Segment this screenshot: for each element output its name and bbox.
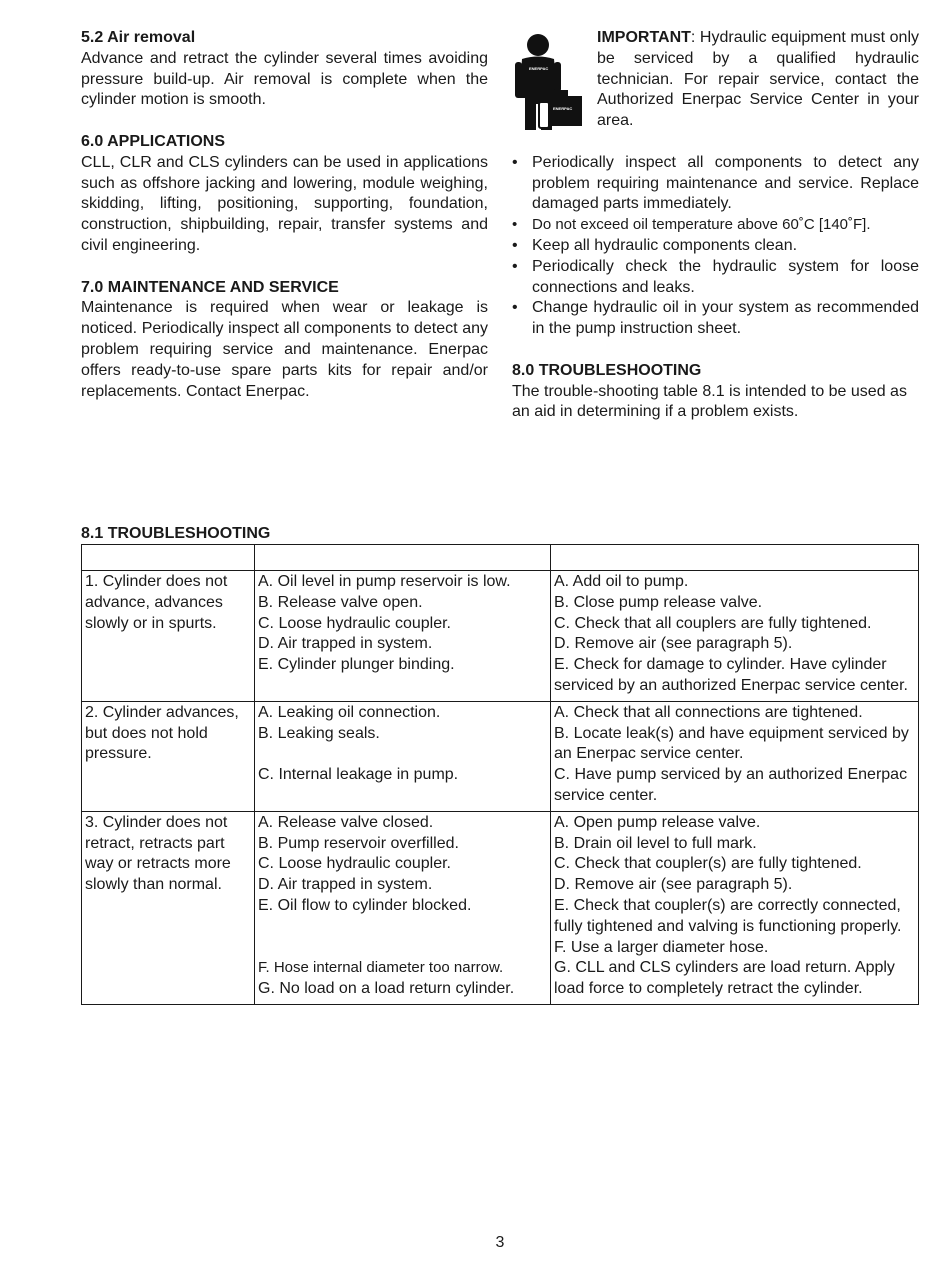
section-body: The trouble-shooting table 8.1 is intended to be used as an aid in determining if a problem exists. — [512, 382, 907, 421]
cause-line: A. Oil level in pump reservoir is low. — [258, 573, 511, 590]
table-header-row — [82, 545, 919, 571]
list-item: • Do not exceed oil temperature above 60˚C [140˚F]. — [512, 215, 919, 236]
solution-line: B. Locate leak(s) and have equipment serviced by an Enerpac service center. — [554, 724, 909, 763]
cause-spacer — [258, 938, 547, 959]
section-body: Advance and retract the cylinder several times avoiding pressure build-up. Air removal is complete when the cylinder motion is smooth. — [81, 49, 488, 109]
left-column — [81, 28, 488, 423]
solution-line: E. Check for damage to cylinder. Have cylinder serviced by an authorized Enerpac service center. — [554, 656, 908, 694]
solution-line: B. Close pump release valve. — [554, 593, 763, 611]
header-cell — [551, 545, 919, 571]
cause-line: B. Pump reservoir overfilled. — [258, 834, 459, 852]
list-item: • Periodically inspect all components to detect any problem requiring maintenance and service. Replace damaged parts immediately. — [512, 153, 919, 215]
problem-cell: 2. Cylinder advances, but does not hold pressure. — [82, 701, 255, 811]
solution-line: D. Remove air (see paragraph 5). — [554, 635, 793, 653]
cause-line: A. Leaking oil connection. — [258, 703, 441, 721]
section-body: CLL, CLR and CLS cylinders can be used in applications such as offshore jacking and lowering, module weighing, skidding, lifting, positioning, supporting, foundation, construction, shipbuilding, repair, transfer systems and civil engineering. — [81, 153, 488, 254]
solution-cell — [551, 701, 919, 811]
solution-line: G. CLL and CLS cylinders are load return. Apply load force to completely retract the cylinder. — [554, 959, 895, 998]
solution-line: B. Drain oil level to full mark. — [554, 834, 757, 852]
cause-cell — [255, 571, 551, 702]
section-applications — [81, 132, 488, 257]
list-item: • Change hydraulic oil in your system as recommended in the pump instruction sheet. — [512, 298, 919, 340]
section-heading: 6.0 APPLICATIONS — [81, 132, 226, 150]
solution-line: A. Check that all connections are tightened. — [554, 703, 863, 721]
section-heading: 8.0 TROUBLESHOOTING — [512, 361, 702, 379]
solution-line: A. Open pump release valve. — [554, 813, 761, 831]
maintenance-bullet-list — [512, 153, 919, 340]
list-item: • Periodically check the hydraulic system for loose connections and leaks. — [512, 257, 919, 299]
cause-line: E. Cylinder plunger binding. — [258, 656, 455, 674]
list-item: • Keep all hydraulic components clean. — [512, 236, 919, 257]
solution-cell — [551, 811, 919, 1004]
solution-line: C. Check that all couplers are fully tightened. — [554, 614, 872, 632]
page-number: 3 — [495, 1234, 505, 1251]
cause-line: C. Loose hydraulic coupler. — [258, 855, 451, 873]
section-heading: 5.2 Air removal — [81, 29, 196, 46]
section-air-removal — [81, 28, 488, 111]
cause-line: D. Air trapped in system. — [258, 876, 433, 894]
important-label: IMPORTANT — [597, 29, 691, 46]
cause-line: B. Release valve open. — [258, 593, 423, 611]
solution-line: D. Remove air (see paragraph 5). — [554, 876, 793, 894]
table-row — [82, 811, 919, 1004]
cause-line: D. Air trapped in system. — [258, 635, 433, 653]
solution-line: A. Add oil to pump. — [554, 573, 689, 590]
cause-cell — [255, 701, 551, 811]
section-heading: 7.0 MAINTENANCE AND SERVICE — [81, 278, 339, 296]
section-troubleshooting — [512, 361, 919, 423]
cause-line: G. No load on a load return cylinder. — [258, 980, 515, 998]
problem-cell: 1. Cylinder does not advance, advances slowly or in spurts. — [82, 571, 255, 702]
box-logo: ENERPAC — [553, 106, 573, 111]
cause-line: C. Internal leakage in pump. — [258, 766, 459, 784]
problem-cell: 3. Cylinder does not retract, retracts part way or retracts more slowly than normal. — [82, 811, 255, 1004]
important-text — [597, 28, 919, 132]
cause-line: F. Hose internal diameter too narrow. — [258, 959, 504, 977]
section-maintenance — [81, 278, 488, 403]
solution-line: F. Use a larger diameter hose. — [554, 938, 769, 956]
solution-line: C. Have pump serviced by an authorized Enerpac service center. — [554, 766, 908, 804]
cause-line: B. Leaking seals. — [258, 724, 380, 742]
cause-line: C. Loose hydraulic coupler. — [258, 614, 451, 632]
cause-spacer — [258, 744, 547, 765]
troubleshooting-table — [81, 544, 919, 1005]
cause-line: A. Release valve closed. — [258, 813, 434, 831]
table-title: 8.1 TROUBLESHOOTING — [81, 525, 271, 542]
right-column — [512, 28, 919, 444]
shirt-logo: ENERPAC — [529, 66, 549, 71]
cause-line: E. Oil flow to cylinder blocked. — [258, 896, 472, 914]
header-cell — [255, 545, 551, 571]
cause-spacer — [258, 917, 547, 938]
solution-line: C. Check that coupler(s) are fully tightened. — [554, 855, 862, 873]
header-cell — [82, 545, 255, 571]
important-body: : Hydraulic equipment must only be serviced by a qualified hydraulic technician. For repair service, contact the Authorized Enerpac Service Center in your area. — [597, 29, 919, 130]
service-technician-icon — [512, 32, 584, 132]
solution-line: E. Check that coupler(s) are correctly connected, fully tightened and valving is functioning properly. — [554, 896, 902, 935]
important-notice — [512, 28, 919, 132]
table-row — [82, 701, 919, 811]
table-row — [82, 571, 919, 702]
section-body: Maintenance is required when wear or leakage is noticed. Periodically inspect all components to detect any problem requiring service and maintenance. Enerpac offers ready-to-use spare parts kits for repair and/or replacements. Contact Enerpac. — [81, 299, 488, 400]
solution-cell — [551, 571, 919, 702]
cause-cell — [255, 811, 551, 1004]
